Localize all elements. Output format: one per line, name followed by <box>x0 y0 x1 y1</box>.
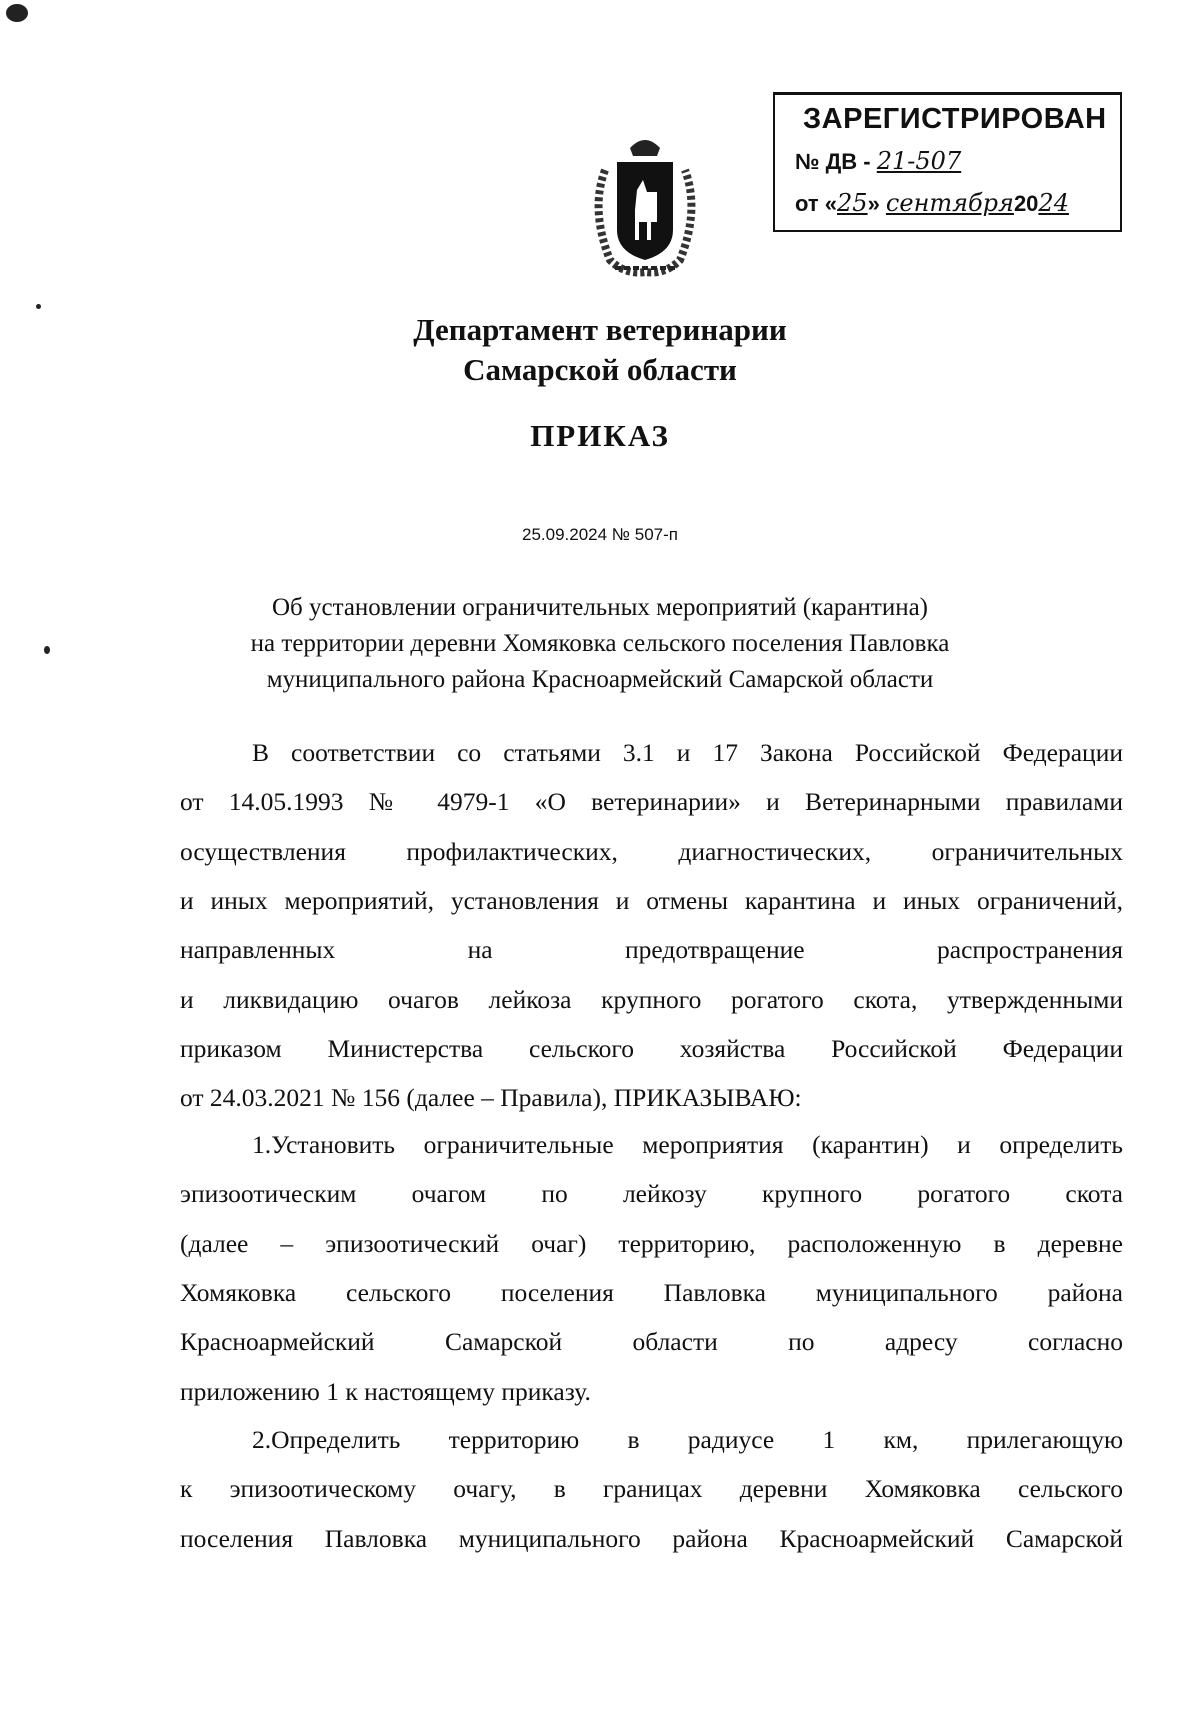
subject-line: муниципального района Красноармейский Самарской области <box>266 666 934 693</box>
body-text-line: направленных на предотвращение распространения <box>180 935 1123 965</box>
stamp-number-handwritten: 21-507 <box>876 147 962 175</box>
body-text-line: Красноармейский Самарской области по адресу согласно <box>180 1327 1123 1357</box>
stamp-year: 24 <box>1038 189 1069 217</box>
body-text-line: и ликвидацию очагов лейкоза крупного рогатого скота, утвержденными <box>180 984 1123 1014</box>
body-text-line: к эпизоотическому очагу, в границах деревни Хомяковка сельского <box>180 1474 1123 1504</box>
subject-line: на территории деревни Хомяковка сельского поселения Павловка <box>250 630 950 657</box>
stamp-number-label: № ДВ - <box>795 149 871 174</box>
body-text-line: приказом Министерства сельского хозяйства Российской Федерации <box>180 1033 1123 1063</box>
subject-line: Об установлении ограничительных мероприятий (карантина) <box>271 594 929 621</box>
body-text-line: эпизоотическим очагом по лейкозу крупного рогатого скота <box>180 1179 1123 1209</box>
body-text-line: приложению 1 к настоящему приказу. <box>180 1376 591 1406</box>
document-type: ПРИКАЗ <box>530 418 670 453</box>
body-text-line: (далее – эпизоотический очаг) территорию, расположенную в деревне <box>180 1228 1123 1258</box>
coat-of-arms-emblem <box>585 130 705 280</box>
stamp-day: 25 <box>837 189 868 217</box>
body-text-line: поселения Павловка муниципального района Красноармейский Самарской <box>180 1523 1123 1553</box>
stamp-date-label: от « <box>795 191 838 216</box>
document-subject <box>0 590 1200 698</box>
stamp-month: сентября <box>885 189 1014 217</box>
org-line-2: Самарской области <box>463 352 737 387</box>
body-text-line: 2.Определить территорию в радиусе 1 км, прилегающую <box>252 1425 1123 1454</box>
body-text-line: 1.Установить ограничительные мероприятия (карантин) и определить <box>252 1130 1123 1159</box>
stamp-number-row <box>795 147 961 175</box>
stamp-title: ЗАРЕГИСТРИРОВАН <box>803 103 1107 135</box>
body-text-line: В соответствии со статьями 3.1 и 17 Закона Российской Федерации <box>252 738 1123 767</box>
body-text-line: осуществления профилактических, диагностических, ограничительных <box>180 836 1123 866</box>
scan-speck <box>6 4 28 22</box>
scan-speck <box>44 646 50 654</box>
registration-stamp <box>773 92 1122 232</box>
org-line-1: Департамент ветеринарии <box>413 312 787 347</box>
scan-speck <box>36 304 41 309</box>
body-text-line: Хомяковка сельского поселения Павловка муниципального района <box>180 1277 1123 1307</box>
stamp-year-label: 20 <box>1013 191 1039 216</box>
document-date-number: 25.09.2024 № 507-п <box>522 525 678 544</box>
body-text-line: от 14.05.1993 № 4979-1 «О ветеринарии» и Ветеринарными правилами <box>180 787 1123 817</box>
body-text-line: от 24.03.2021 № 156 (далее – Правила), ПРИКАЗЫВАЮ: <box>180 1083 802 1113</box>
stamp-date-row: от «25» сентября2024 <box>795 189 1069 217</box>
body-text-line: и иных мероприятий, установления и отмены карантина и иных ограничений, <box>180 885 1123 915</box>
organization-name <box>0 310 1200 390</box>
